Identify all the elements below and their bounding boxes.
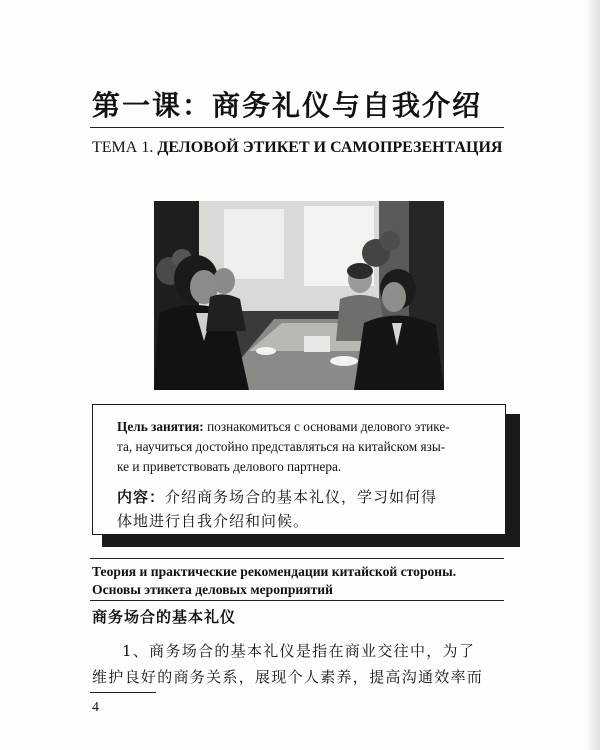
section-heading: 商务场合的基本礼仪 xyxy=(92,608,237,626)
theory-heading xyxy=(92,563,456,599)
paragraph-line-2: 维护良好的商务关系，展现个人素养，提高沟通效率而 xyxy=(92,668,484,686)
objective-ru-text-1: познакомиться с основами делового этике- xyxy=(207,419,450,434)
lesson-title xyxy=(92,139,502,157)
objective-chinese xyxy=(117,485,507,533)
page-number: 4 xyxy=(92,700,99,715)
theory-line-2: Основы этикета деловых мероприятий xyxy=(92,582,333,597)
theory-top-divider xyxy=(90,558,504,559)
footer-rule xyxy=(90,692,156,693)
title-divider xyxy=(90,127,504,128)
objective-zh-line-2: 体地进行自我介绍和问候。 xyxy=(117,512,310,530)
objective-zh-line-1 xyxy=(117,485,507,509)
objective-ru-line-3: ке и приветствовать делового партнера. xyxy=(117,459,342,474)
objective-ru-line-1 xyxy=(117,417,497,437)
objective-ru-line-2: та, научиться достойно представляться на китайском язы- xyxy=(117,439,446,454)
page-edge-shading xyxy=(586,0,600,750)
chapter-title: 第一课：商务礼仪与自我介绍 xyxy=(92,89,483,122)
meeting-photo-illustration xyxy=(154,201,444,390)
paragraph-line-1: 1、商务场合的基本礼仪是指在商业交往中，为了 xyxy=(122,642,476,660)
lesson-name: ДЕЛОВОЙ ЭТИКЕТ И САМОПРЕЗЕНТАЦИЯ xyxy=(157,139,503,156)
theory-line-1: Теория и практические рекомендации китайской стороны. xyxy=(92,564,457,579)
business-meeting-photo xyxy=(154,201,444,390)
objective-russian xyxy=(117,417,497,477)
objective-zh-label: 内容： xyxy=(117,488,166,506)
body-paragraph xyxy=(92,638,512,690)
objective-zh-text-1: 介绍商务场合的基本礼仪，学习如何得 xyxy=(165,488,438,506)
objective-ru-label: Цель занятия: xyxy=(117,419,204,434)
theory-bottom-divider xyxy=(90,600,504,601)
lesson-objective-box xyxy=(92,404,506,535)
lesson-number: ТЕМА 1. xyxy=(92,139,154,156)
